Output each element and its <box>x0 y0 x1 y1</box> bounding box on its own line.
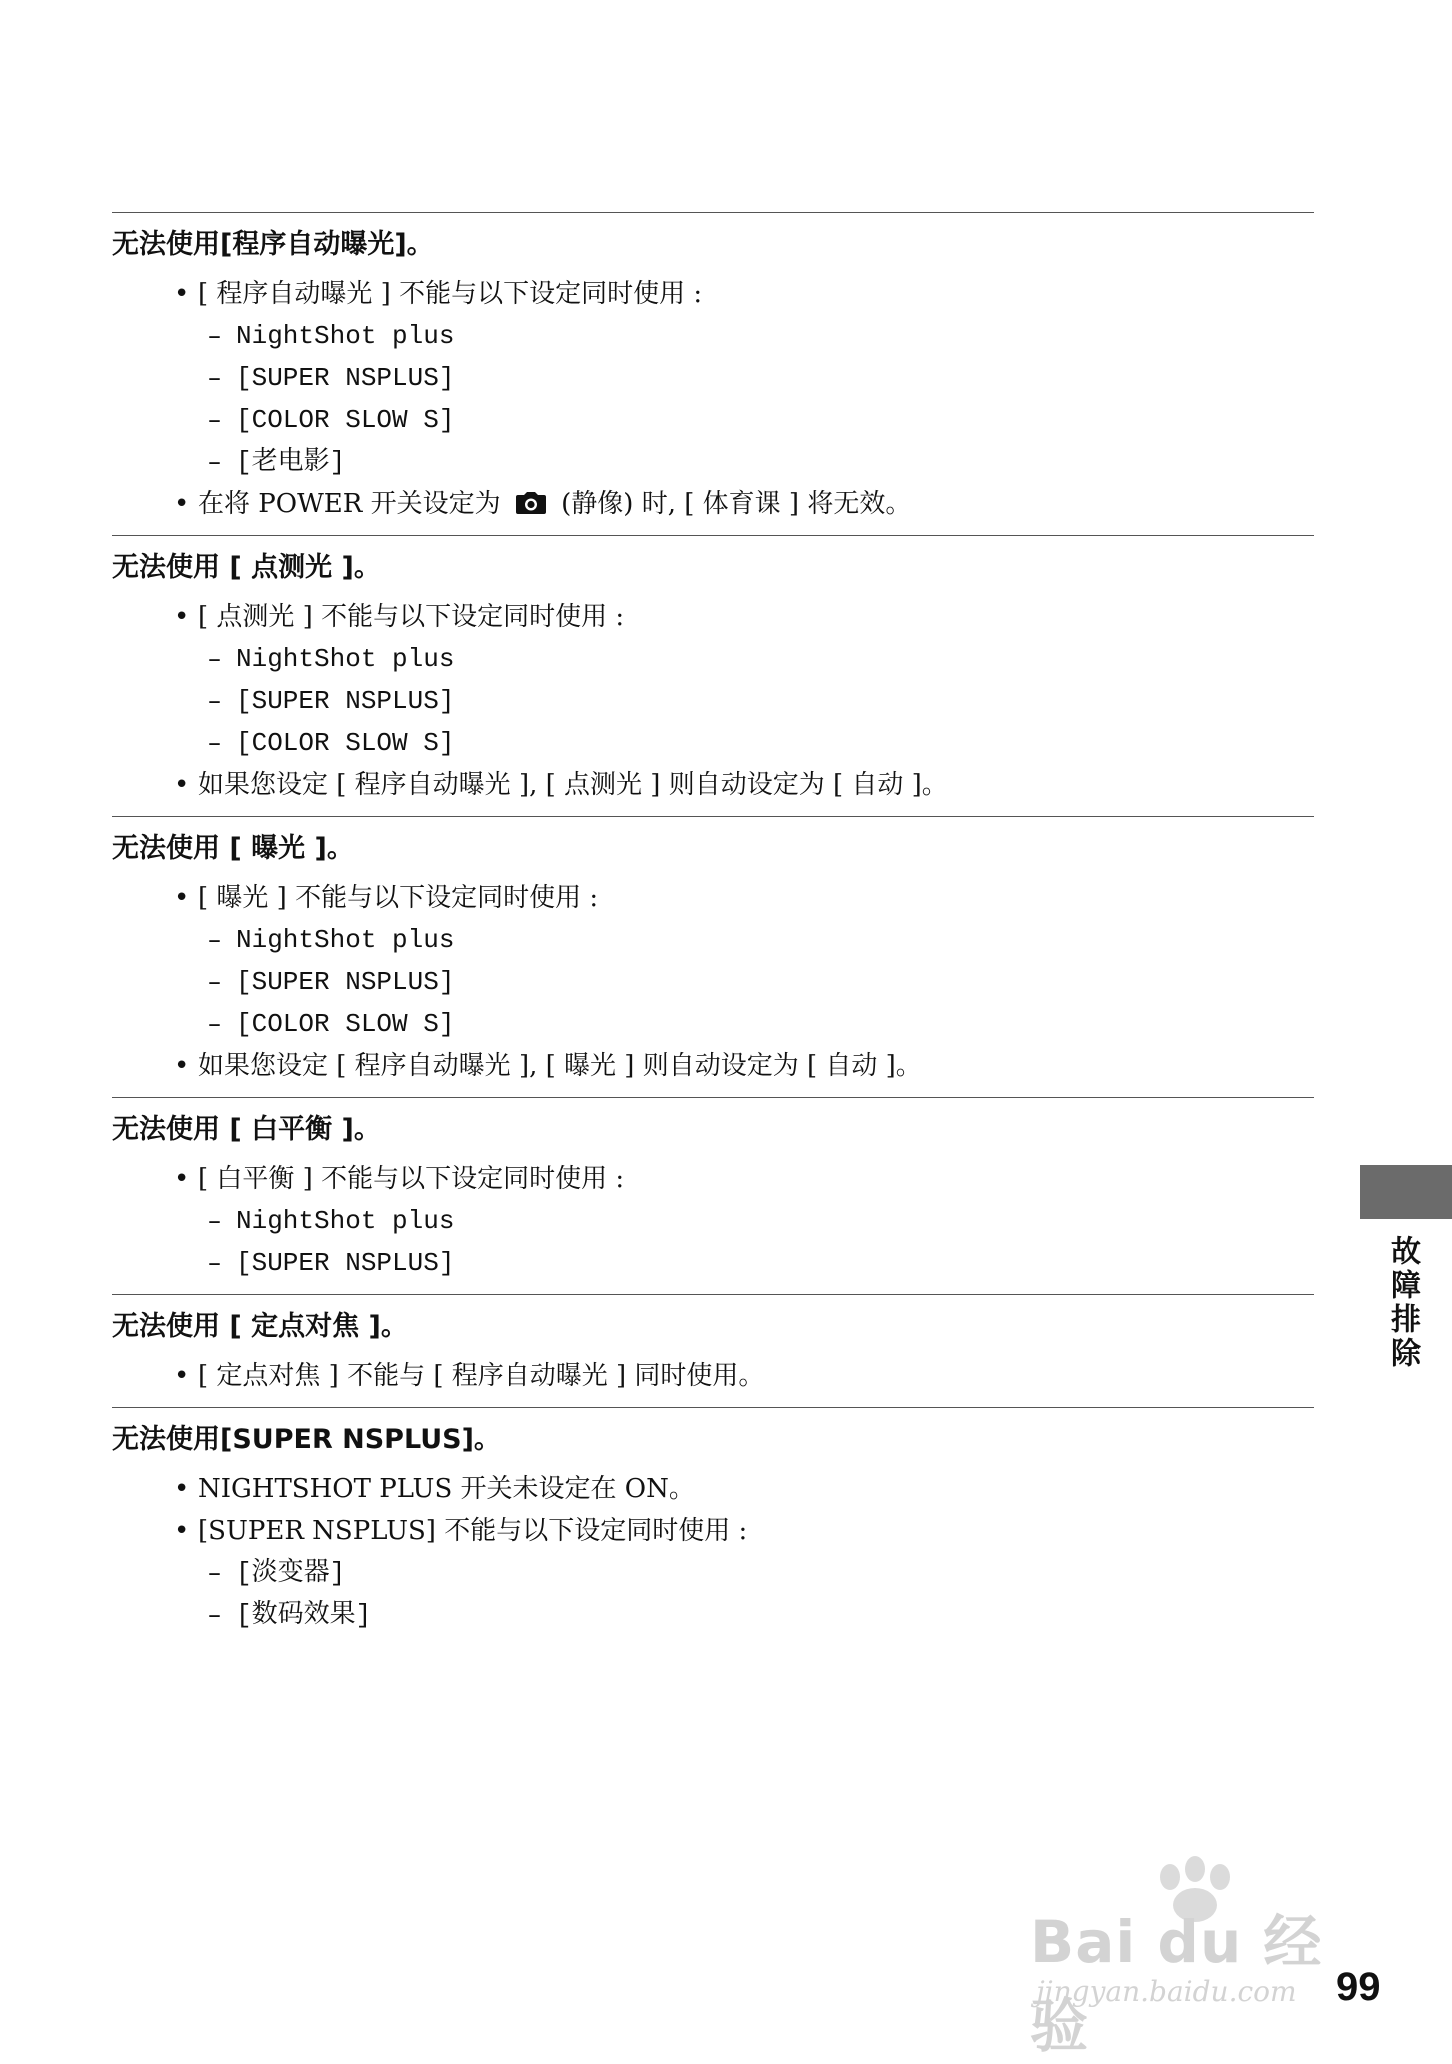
sub-item: – NightShot plus <box>112 1200 1314 1242</box>
bullet-item: • 如果您设定 [ 程序自动曝光 ], [ 曝光 ] 则自动设定为 [ 自动 ]。 <box>112 1045 1314 1087</box>
bullet-text-before: 在将 POWER 开关设定为 <box>198 489 501 519</box>
sub-item: – [COLOR SLOW S] <box>112 399 1314 441</box>
sub-item: – NightShot plus <box>112 638 1314 680</box>
item-list <box>112 273 1314 525</box>
item-list <box>112 1468 1314 1636</box>
bullet-item: • [ 点测光 ] 不能与以下设定同时使用 : <box>112 596 1314 638</box>
sub-item: – NightShot plus <box>112 315 1314 357</box>
section-white-balance <box>112 1097 1314 1294</box>
bullet-item: • [ 定点对焦 ] 不能与 [ 程序自动曝光 ] 同时使用。 <box>112 1355 1314 1397</box>
bullet-item-with-icon <box>112 483 1314 525</box>
chapter-tab-marker <box>1360 1165 1452 1219</box>
bullet-item: • [ 白平衡 ] 不能与以下设定同时使用 : <box>112 1158 1314 1200</box>
section-heading: 无法使用 [ 点测光 ]。 <box>112 552 381 583</box>
sub-item: – [COLOR SLOW S] <box>112 1003 1314 1045</box>
watermark-url: jingyan.baidu.com <box>1036 1975 1297 2008</box>
section-heading: 无法使用 [ 定点对焦 ]。 <box>112 1311 408 1342</box>
sub-item: – [SUPER NSPLUS] <box>112 357 1314 399</box>
bullet-item: • [SUPER NSPLUS] 不能与以下设定同时使用 : <box>112 1510 1314 1552</box>
bullet-text-after: (静像) 时, [ 体育课 ] 将无效。 <box>561 489 912 519</box>
bullet-item: • [ 程序自动曝光 ] 不能与以下设定同时使用 : <box>112 273 1314 315</box>
section-super-nsplus <box>112 1407 1314 1646</box>
watermark <box>1030 1855 1360 2060</box>
section-exposure <box>112 816 1314 1097</box>
troubleshooting-content <box>112 212 1314 1646</box>
section-heading: 无法使用 [ 曝光 ]。 <box>112 833 354 864</box>
section-heading: 无法使用[程序自动曝光]。 <box>112 229 434 260</box>
sub-item: – [SUPER NSPLUS] <box>112 680 1314 722</box>
bullet-item: • [ 曝光 ] 不能与以下设定同时使用 : <box>112 877 1314 919</box>
item-list <box>112 1355 1314 1397</box>
watermark-logo: Bai du 经验 <box>1030 1908 1323 2060</box>
sub-item: – [SUPER NSPLUS] <box>112 961 1314 1003</box>
sub-item: – [淡变器] <box>112 1552 1314 1594</box>
section-heading: 无法使用 [ 白平衡 ]。 <box>112 1114 381 1145</box>
section-spot-meter <box>112 535 1314 816</box>
section-heading: 无法使用[SUPER NSPLUS]。 <box>112 1424 501 1455</box>
bullet-item: • 如果您设定 [ 程序自动曝光 ], [ 点测光 ] 则自动设定为 [ 自动 ]。 <box>112 764 1314 806</box>
sub-item: – [数码效果] <box>112 1594 1314 1636</box>
sub-item: – NightShot plus <box>112 919 1314 961</box>
item-list <box>112 877 1314 1087</box>
chapter-tab-label: 故障排除 <box>1385 1235 1420 1371</box>
item-list <box>112 596 1314 806</box>
camera-icon <box>515 486 547 510</box>
item-list <box>112 1158 1314 1284</box>
section-spot-focus <box>112 1294 1314 1407</box>
bullet-item: • NIGHTSHOT PLUS 开关未设定在 ON。 <box>112 1468 1314 1510</box>
section-program-ae <box>112 212 1314 535</box>
page-number: 99 <box>1336 1965 1381 2009</box>
sub-item: – [SUPER NSPLUS] <box>112 1242 1314 1284</box>
sub-item: – [COLOR SLOW S] <box>112 722 1314 764</box>
sub-item: – [老电影] <box>112 441 1314 483</box>
